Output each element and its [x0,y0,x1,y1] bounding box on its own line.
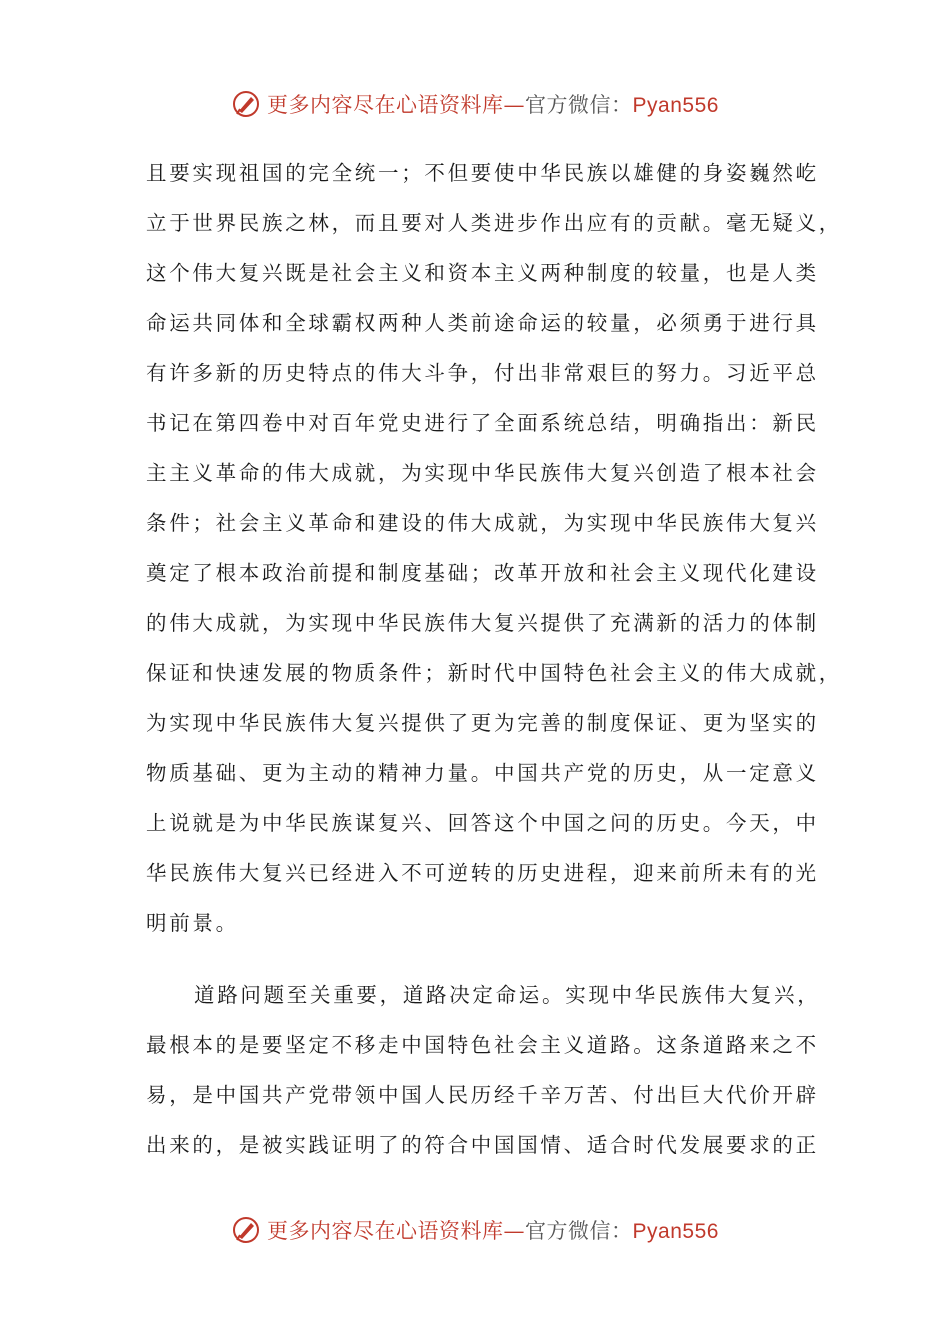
paragraph-line: 命运共同体和全球霸权两种人类前途命运的较量，必须勇于进行具 [146,311,819,335]
banner-wechat-id: Pyan556 [632,94,719,117]
paragraph-line: 条件；社会主义革命和建设的伟大成就，为实现中华民族伟大复兴 [146,511,819,535]
paragraph-line: 有许多新的历史特点的伟大斗争，付出非常艰巨的努力。习近平总 [146,361,819,385]
paragraph-line: 的伟大成就，为实现中华民族伟大复兴提供了充满新的活力的体制 [146,611,819,635]
paragraph-line: 为实现中华民族伟大复兴提供了更为完善的制度保证、更为坚实的 [146,711,819,735]
paragraph-line: 最根本的是要坚定不移走中国特色社会主义道路。这条道路来之不 [146,1033,819,1057]
header-watermark-banner [0,84,950,124]
footer-banner-inner [231,1215,719,1245]
banner-main-text: 更多内容尽在心语资料库— [267,93,526,117]
header-banner-text [267,89,719,119]
paragraph-line: 上说就是为中华民族谋复兴、回答这个中国之问的历史。今天，中 [146,811,819,835]
paragraph-line: 立于世界民族之林，而且要对人类进步作出应有的贡献。毫无疑义， [146,211,842,235]
paragraph-line: 华民族伟大复兴已经进入不可逆转的历史进程，迎来前所未有的光 [146,861,819,885]
banner-wechat-id: Pyan556 [632,1220,719,1243]
paragraph-line: 保证和快速发展的物质条件；新时代中国特色社会主义的伟大成就， [146,661,842,685]
paragraph-line: 且要实现祖国的完全统一；不但要使中华民族以雄健的身姿巍然屹 [146,161,819,185]
quill-pen-logo-icon [231,1215,261,1245]
paragraph-line: 易，是中国共产党带领中国人民历经千辛万苦、付出巨大代价开辟 [146,1083,819,1107]
banner-wechat-label: 官方微信： [525,93,633,117]
paragraph-line: 书记在第四卷中对百年党史进行了全面系统总结，明确指出：新民 [146,411,819,435]
banner-wechat-label: 官方微信： [525,1219,633,1243]
paragraph-line: 这个伟大复兴既是社会主义和资本主义两种制度的较量，也是人类 [146,261,819,285]
paragraph-line: 出来的，是被实践证明了的符合中国国情、适合时代发展要求的正 [146,1133,819,1157]
paragraph-gap [146,948,794,970]
paragraph-line: 奠定了根本政治前提和制度基础；改革开放和社会主义现代化建设 [146,561,819,585]
paragraph-1 [146,148,842,948]
paragraph-2 [146,970,821,1170]
footer-banner-text [267,1215,719,1245]
paragraph-line: 道路问题至关重要，道路决定命运。实现中华民族伟大复兴， [194,983,821,1007]
quill-pen-logo-icon [231,89,261,119]
footer-watermark-banner [0,1210,950,1250]
paragraph-line: 主主义革命的伟大成就，为实现中华民族伟大复兴创造了根本社会 [146,461,819,485]
header-banner-inner [231,89,719,119]
paragraph-line: 物质基础、更为主动的精神力量。中国共产党的历史，从一定意义 [146,761,819,785]
paragraph-line: 明前景。 [146,911,239,935]
document-body [146,148,842,1170]
banner-main-text: 更多内容尽在心语资料库— [267,1219,526,1243]
